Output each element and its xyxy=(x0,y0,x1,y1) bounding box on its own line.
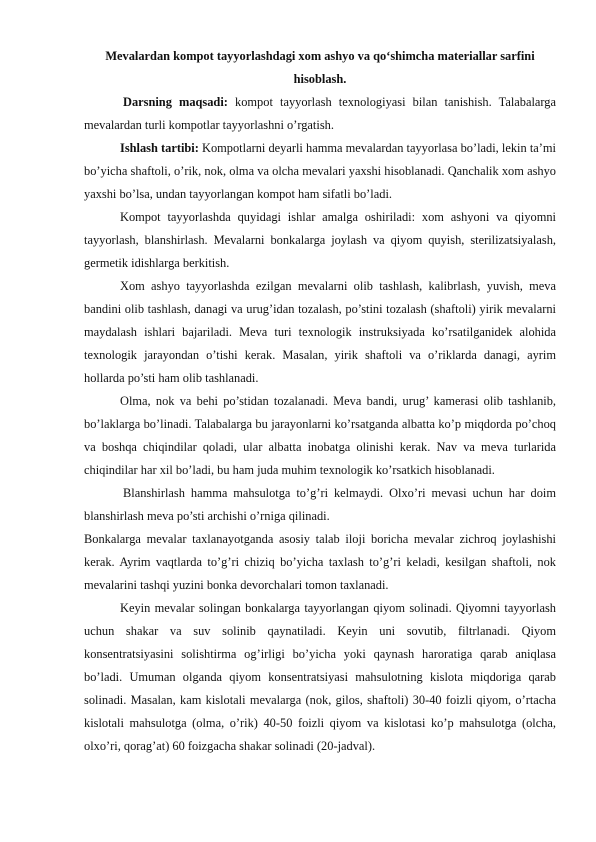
paragraph-syrup xyxy=(84,597,556,758)
paragraph-raw-material xyxy=(84,275,556,390)
paragraph-text: Olma, nok va behi po’stidan tozalanadi. Meva bandi, urug’ kamerasi olib tashlanib, bo’laklarga bo’linadi. Talabalarga bu jarayonlarni ko’rsatganda albatta ko’p miqdorda po’choq va boshqa chiqindilar qoladi, ular albatta inobatga olinishi kerak. Nav va meva turlarida chiqindilar har xil bo’ladi, bu ham juda muhim texnologik ko’rsatkich hisoblanadi. xyxy=(84,394,556,477)
paragraph-text: kompot tayyorlash texnologiyasi bilan tanishish. Talabalarga mevalardan turli kompotlar tayyorlashni o’rgatish. xyxy=(84,95,556,132)
paragraph-label: Ishlash tartibi: xyxy=(120,141,199,155)
paragraph-text: Keyin mevalar solingan bonkalarga tayyorlangan qiyom solinadi. Qiyomni tayyorlash uchun shakar va suv solinib qaynatiladi. Keyin uni sovutib, filtrlanadi. Qiyom konsentratsiyasini solishtirma og’irligi bo’yicha yoki qaynash haroratiga qarab aniqlasa bo’ladi. Umuman olganda qiyom konsentratsiyasi mahsulotning kislota miqdoriga qarab solinadi. Masalan, kam kislotali mevalarga (nok, gilos, shaftoli) 30-40 foizli qiyom, o’rtacha kislotali mahsulotga (olma, o’rik) 40-50 foizli qiyom va kislotasi ko’p mahsulotga (olcha, olxo’ri, qorag’at) 60 foizgacha shakar solinadi (20-jadval). xyxy=(84,601,556,753)
paragraph-text: Blanshirlash hamma mahsulotga to’g’ri kelmaydi. Olxo’ri mevasi uchun har doim blanshirlash meva po’sti archishi o’rniga qilinadi. xyxy=(84,486,556,523)
paragraph-packing xyxy=(84,528,556,597)
paragraph-text: Bonkalarga mevalar taxlanayotganda asosiy talab iloji boricha mevalar zichroq joylashishi kerak. Ayrim vaqtlarda to’g’ri chiziq bo’yicha taxlash to’g’ri keladi, kesilgan shaftoli, nok mevalarini tashqi yuzini bonka devorchalari tomon taxlanadi. xyxy=(84,532,556,592)
paragraph-text: Xom ashyo tayyorlashda ezilgan mevalarni olib tashlash, kalibrlash, yuvish, meva bandini olib tashlash, danagi va urug’idan tozalash, po’stini tozalash (shaftoli) yirik mevalarni maydalash ishlari bajariladi. Meva turi texnologik instruksiyada ko’rsatilganidek alohida texnologik jarayondan o’tishi kerak. Masalan, yirik shaftoli va o’riklarda danagi, ayrim hollarda po’sti ham olib tashlanadi. xyxy=(84,279,556,385)
paragraph-label: Darsning maqsadi: xyxy=(123,95,228,109)
paragraph-steps xyxy=(84,206,556,275)
paragraph-blanching xyxy=(84,482,556,528)
paragraph-procedure xyxy=(84,137,556,206)
document-page xyxy=(84,45,556,758)
paragraph-text: Kompot tayyorlashda quyidagi ishlar amalga oshiriladi: xom ashyoni va qiyomni tayyorlash, blanshirlash. Mevalarni bonkalarga joylash va qiyom quyish, sterilizatsiyalash, germetik idishlarga berkitish. xyxy=(84,210,556,270)
paragraph-text: Kompotlarni deyarli hamma mevalardan tayyorlasa bo’ladi, lekin ta’mi bo’yicha shaftoli, o’rik, nok, olma va olcha mevalari yaxshi hisoblanadi. Qanchalik xom ashyo yaxshi bo’lsa, undan tayyorlangan kompot ham sifatli bo’ladi. xyxy=(84,141,556,201)
paragraph-goal xyxy=(84,91,556,137)
paragraph-peeling xyxy=(84,390,556,482)
document-title: Mevalardan kompot tayyorlashdagi xom ashyo va qo‘shimcha materiallar sarfini hisoblash. xyxy=(105,49,535,86)
